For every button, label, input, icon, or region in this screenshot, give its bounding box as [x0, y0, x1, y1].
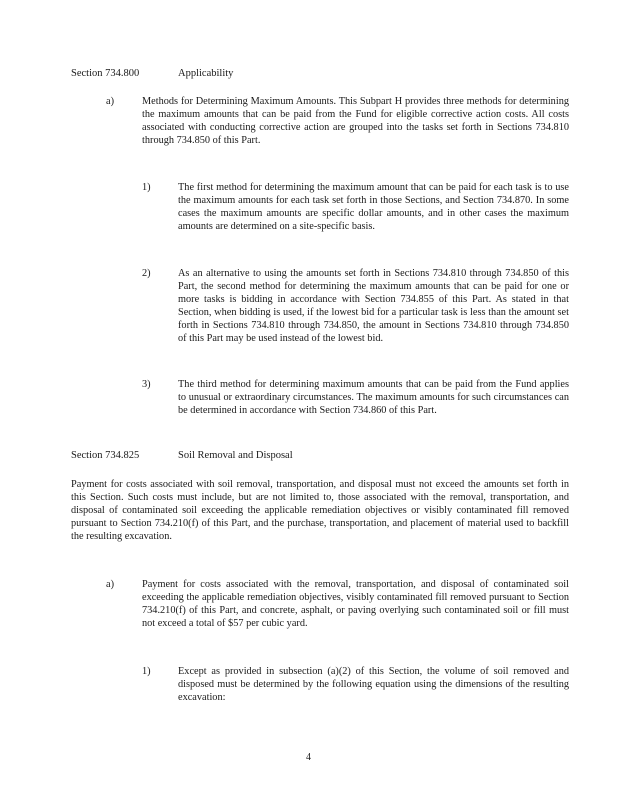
- page-number: 4: [306, 752, 311, 763]
- section-number: Section 734.800: [71, 68, 140, 79]
- paragraph: Payment for costs associated with the removal, transportation, and disposal of contaminated soil exceeding the applicable remediation objectives, visibly contaminated fill removed pursuant to Section 734.210(f) of this Part, and concrete, asphalt, or paving overlying such contaminated soil or fill must not exceed a total of $57 per cubic yard.: [142, 579, 569, 629]
- paragraph: Payment for costs associated with soil removal, transportation, and disposal must not exceed the amounts set forth in this Section. Such costs must include, but are not limited to, those associated with the removal, transportation, and disposal of contaminated soil exceeding the applicable remediation objectives or visibly contaminated fill removed pursuant to Section 734.210(f) of this Part, and the purchase, transportation, and placement of material used to backfill the resulting excavation.: [71, 479, 569, 542]
- paragraph: Except as provided in subsection (a)(2) of this Section, the volume of soil removed and disposed must be determined by the following equation using the dimensions of the resulting excavation:: [178, 666, 569, 703]
- paragraph: Methods for Determining Maximum Amounts. This Subpart H provides three methods for determining the maximum amounts that can be paid from the Fund for eligible corrective action costs. All costs associated with conducting corrective action are grouped into the tasks set forth in Sections 734.810 through 734.850 of this Part.: [142, 96, 569, 146]
- item-label: 1): [142, 666, 151, 677]
- item-label: a): [106, 579, 114, 590]
- item-label: 3): [142, 379, 151, 390]
- paragraph: As an alternative to using the amounts set forth in Sections 734.810 through 734.850 of this Part, the second method for determining the maximum amounts that can be paid for one or more tasks is bidding in accordance with Section 734.855 of this Part. As stated in that Section, when bidding is used, if the lowest bid for a particular task is less than the amount set forth in Sections 734.810 through 734.850, the amount in Sections 734.810 through 734.850 of this Part may be used instead of the lowest bid.: [178, 268, 569, 344]
- item-label: 2): [142, 268, 151, 279]
- item-label: 1): [142, 182, 151, 193]
- item-label: a): [106, 96, 114, 107]
- section-title: Soil Removal and Disposal: [178, 450, 293, 461]
- section-title: Applicability: [178, 68, 234, 79]
- paragraph: The third method for determining maximum amounts that can be paid from the Fund applies to unusual or extraordinary circumstances. The maximum amounts for such circumstances can be determined in accordance with Section 734.860 of this Part.: [178, 379, 569, 416]
- section-number: Section 734.825: [71, 450, 140, 461]
- paragraph: The first method for determining the maximum amount that can be paid for each task is to use the maximum amounts for each task set forth in those Sections, and Section 734.870. In some cases the maximum amounts are specific dollar amounts, and in other cases the maximum amounts are determined on a site-specific basis.: [178, 182, 569, 232]
